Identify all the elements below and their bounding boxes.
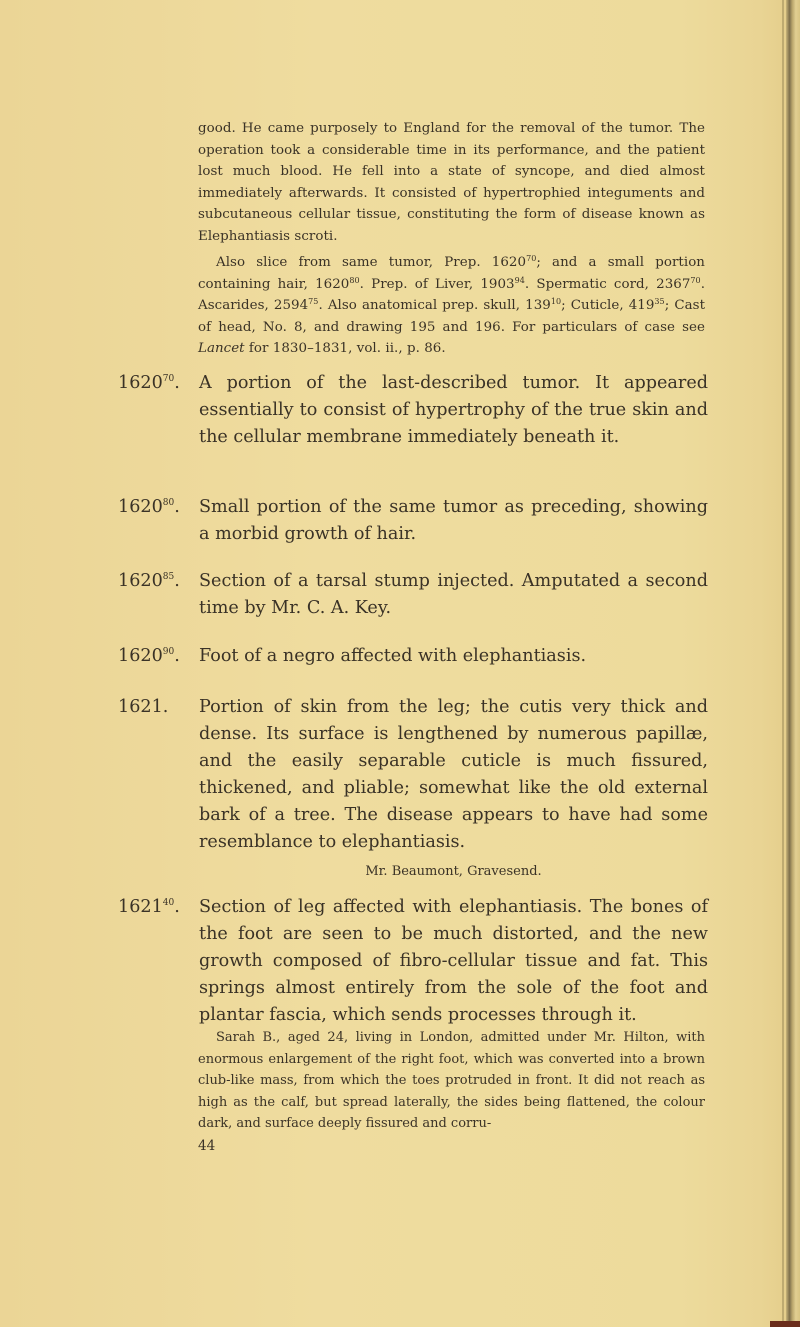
text-run: ; and a small portion containing hair, 1620 <box>198 255 705 292</box>
binding-edge <box>770 1321 800 1327</box>
text-run: . Ascarides, 2594 <box>198 276 705 313</box>
superscript: 75 <box>308 297 319 306</box>
superscript: 94 <box>514 275 525 285</box>
catalogue-entry <box>118 694 708 885</box>
catalogue-entry <box>118 643 708 670</box>
intro-paragraph-2 <box>198 252 705 360</box>
catalogue-entry <box>118 568 708 622</box>
text-run: . Also anatomical prep. skull, 139 <box>318 298 551 313</box>
entry-description: Small portion of the same tumor as preceding, showing a morbid growth of hair. <box>199 497 708 544</box>
text-run: for 1830–1831, vol. ii., p. 86. <box>244 341 446 356</box>
entry-number: 1620$^{70}$. <box>118 373 180 393</box>
entry-number: 1620$^{85}$. <box>118 571 180 591</box>
intro-block <box>198 118 705 360</box>
journal-title: Lancet <box>198 341 245 356</box>
text-run: ; Cuticle, 419 <box>561 298 655 313</box>
entry-number: 1621. <box>118 697 169 717</box>
book-spine <box>786 0 800 1327</box>
entry-description: Section of a tarsal stump injected. Amputated a second time by Mr. C. A. Key. <box>199 571 708 618</box>
catalogue-entry <box>118 494 708 548</box>
gutter-shadow <box>782 0 784 1327</box>
entry-description: Portion of skin from the leg; the cutis very thick and dense. Its surface is lengthened by numerous papillæ, and the easily separable cuticle is much fissured, thickened, and pliable; somewhat like the old external bark of a tree. The disease appears to have had some resemblance to elephantiasis. <box>199 697 708 852</box>
superscript: 80 <box>349 275 360 285</box>
entry-number: 1620$^{90}$. <box>118 646 180 666</box>
donor-credit: Mr. Beaumont, Gravesend. <box>365 864 542 879</box>
catalogue-entry <box>118 894 708 1029</box>
superscript: 70 <box>690 275 701 285</box>
entry-description: A portion of the last-described tumor. It appeared essentially to consist of hypertrophy of the true skin and the cellular membrane immediately beneath it. <box>199 373 708 447</box>
entry-number: 1620$^{80}$. <box>118 497 180 517</box>
case-note: Sarah B., aged 24, living in London, admitted under Mr. Hilton, with enormous enlargement of the right foot, which was converted into a brown club-like mass, from which the toes protruded in front. It did not reach as high as the calf, but spread laterally, the sides being flattened, the colour dark, and surface deeply fissured and corru- <box>198 1030 705 1132</box>
entry-description: Foot of a negro affected with elephantiasis. <box>199 646 587 666</box>
superscript: 10 <box>550 297 562 306</box>
text-run: . Prep. of Liver, 1903 <box>359 276 515 292</box>
catalogue-entry <box>118 370 708 451</box>
entry-number: 1621$^{40}$. <box>118 897 180 917</box>
text-run: Also slice from same tumor, Prep. 1620 <box>216 255 527 270</box>
text-run: . Spermatic cord, 2367 <box>524 276 691 292</box>
entry-description: Section of leg affected with elephantiasis. The bones of the foot are seen to be much distorted, and the new growth composed of fibro-cellular tissue and fat. This springs almost entirely from the sole of the foot and plantar fascia, which sends processes through it. <box>199 897 708 1025</box>
text-run: ; Cast of head, No. 8, and drawing 195 and 196. For particulars of case see <box>198 298 706 335</box>
page-number: 44 <box>198 1138 216 1154</box>
superscript: 70 <box>526 254 537 263</box>
intro-paragraph-1: good. He came purposely to England for the removal of the tumor. The operation took a considerable time in its performance, and the patient lost much blood. He fell into a state of syncope, and died almost immediately afterwards. It consisted of hypertrophied integuments and subcutaneous cellular tissue, constituting the form of disease known as Elephantiasis scroti. <box>198 121 705 244</box>
superscript: 35 <box>654 297 665 306</box>
